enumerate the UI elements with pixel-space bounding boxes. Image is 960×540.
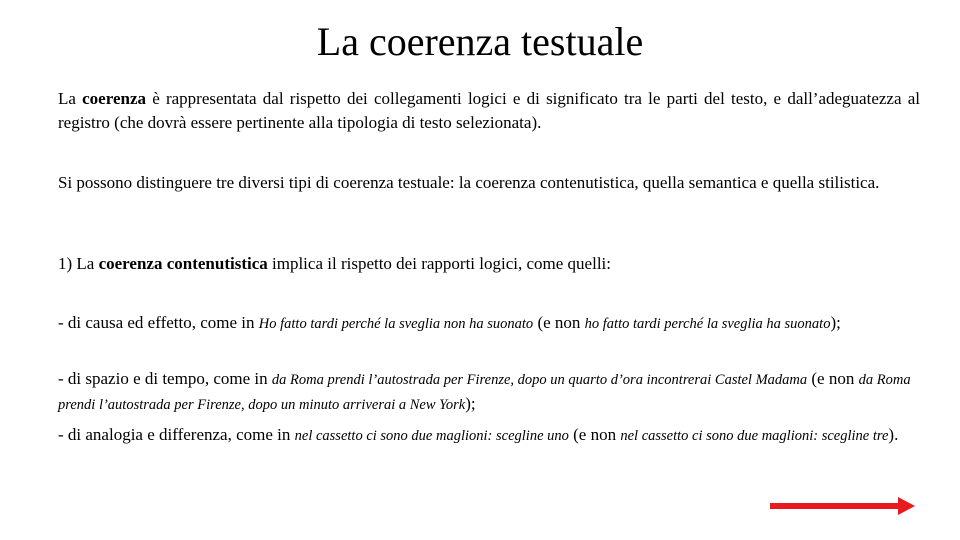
bold-term: coerenza xyxy=(82,89,147,108)
counter-example-text: nel cassetto ci sono due maglioni: scegline tre xyxy=(620,428,889,444)
example-text: Ho fatto tardi perché la sveglia non ha suonato xyxy=(258,316,534,332)
example-text: da Roma prendi l’autostrada per Firenze, dopo un quarto d’ora incontrerai Castel Madama xyxy=(271,372,808,388)
counter-example-text: ho fatto tardi perché la sveglia ha suonato xyxy=(584,316,831,332)
paragraph-types xyxy=(58,171,920,195)
text: La xyxy=(58,89,83,108)
page-title: La coerenza testuale xyxy=(316,19,644,64)
text: 1) La xyxy=(58,254,99,273)
example-text: nel cassetto ci sono due maglioni: scegline uno xyxy=(294,428,569,444)
counter-example-text: da Roma prendi l’autostrada per Firenze, dopo un minuto arriverai a New York xyxy=(58,372,911,413)
text: - di causa ed effetto, come in xyxy=(58,313,259,332)
list-item-space-time xyxy=(58,367,920,417)
text: ); xyxy=(830,313,841,332)
list-item-analogy-difference xyxy=(58,423,920,448)
text: (e non xyxy=(807,369,859,388)
text: - di analogia e differenza, come in xyxy=(58,425,295,444)
text: Si possono distinguere tre diversi tipi di coerenza testuale: la coerenza contenutistica, quella semantica e quella stilistica. xyxy=(58,173,880,192)
text: implica il rispetto dei rapporti logici, come quelli: xyxy=(267,254,611,273)
paragraph-content-coherence xyxy=(58,252,920,276)
text: (e non xyxy=(533,313,585,332)
text: - di spazio e di tempo, come in xyxy=(58,369,272,388)
arrow-head xyxy=(898,497,915,515)
paragraph-definition xyxy=(58,87,920,135)
text: ). xyxy=(888,425,899,444)
text: (e non xyxy=(568,425,621,444)
text: è rappresentata dal rispetto dei collegamenti logici e di significato tra le parti del testo, e dall’adeguatezza al registro (che dovrà essere pertinente alla tipologia di testo selezionata). xyxy=(58,89,920,132)
text: ); xyxy=(465,394,476,413)
arrow-shaft xyxy=(770,503,902,509)
bold-term: coerenza contenutistica xyxy=(98,254,268,273)
arrow-right-icon[interactable] xyxy=(770,494,915,518)
list-item-cause-effect xyxy=(58,311,920,336)
